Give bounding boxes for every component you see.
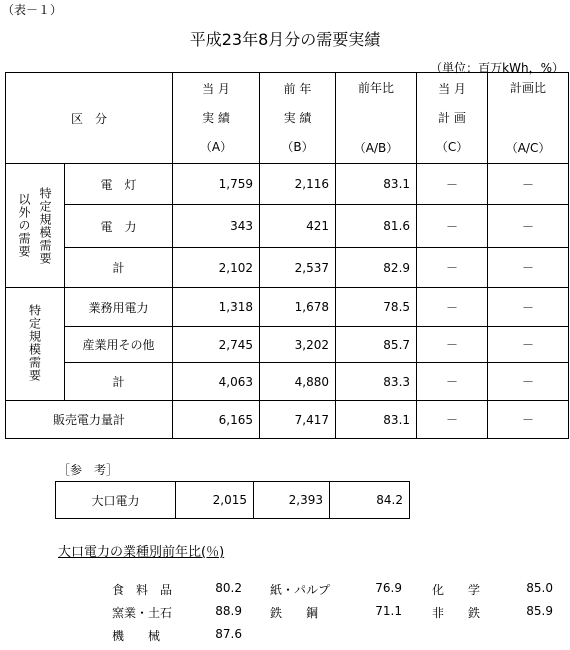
row-plan: － — [417, 248, 488, 288]
industry-item: 食 料 品 80.2 — [112, 581, 242, 597]
industry-item: 窯業・土石 88.9 — [112, 604, 242, 620]
industry-item: 非 鉄 85.9 — [432, 604, 553, 620]
header-current: 当 月 実 績 （A） — [173, 73, 260, 164]
row-yoy: 82.9 — [336, 248, 417, 288]
row-current: 4,063 — [173, 363, 260, 401]
row-current: 1,759 — [173, 164, 260, 205]
reference-name: 大口電力 — [56, 482, 176, 519]
row-name: 業務用電力 — [65, 288, 173, 327]
group1-label: 特定規模需要 以外の需要 — [6, 164, 65, 288]
reference-table — [55, 481, 410, 519]
row-yoy: 85.7 — [336, 327, 417, 363]
row-plan-ratio: － — [488, 327, 569, 363]
row-plan: － — [417, 288, 488, 327]
row-name: 電 灯 — [65, 164, 173, 205]
total-yoy: 83.1 — [336, 401, 417, 439]
row-previous: 4,880 — [260, 363, 336, 401]
page-title: 平成23年8月分の需要実績 — [189, 30, 381, 49]
row-plan: － — [417, 164, 488, 205]
row-previous: 1,678 — [260, 288, 336, 327]
total-plan-ratio: － — [488, 401, 569, 439]
row-yoy: 78.5 — [336, 288, 417, 327]
row-name: 産業用その他 — [65, 327, 173, 363]
row-plan-ratio: － — [488, 248, 569, 288]
row-plan-ratio: － — [488, 363, 569, 401]
demand-table — [5, 72, 569, 439]
row-yoy: 83.3 — [336, 363, 417, 401]
reference-yoy: 84.2 — [330, 482, 410, 519]
row-name: 計 — [65, 363, 173, 401]
row-previous: 2,537 — [260, 248, 336, 288]
row-yoy: 83.1 — [336, 164, 417, 205]
reference-current: 2,015 — [176, 482, 254, 519]
reference-previous: 2,393 — [254, 482, 330, 519]
row-current: 2,102 — [173, 248, 260, 288]
industry-item: 化 学 85.0 — [432, 581, 553, 597]
row-plan: － — [417, 327, 488, 363]
table-label: （表－１） — [2, 3, 63, 17]
row-plan-ratio: － — [488, 205, 569, 248]
row-previous: 2,116 — [260, 164, 336, 205]
total-current: 6,165 — [173, 401, 260, 439]
row-yoy: 81.6 — [336, 205, 417, 248]
row-previous: 3,202 — [260, 327, 336, 363]
row-plan: － — [417, 363, 488, 401]
row-current: 2,745 — [173, 327, 260, 363]
header-category: 区 分 — [6, 73, 173, 164]
unit-label: （単位：百万kWh，%） — [430, 61, 564, 75]
row-name: 電 力 — [65, 205, 173, 248]
reference-label: ［参 考］ — [58, 463, 119, 477]
group2-label: 特定規模需要 — [6, 288, 65, 401]
row-current: 1,318 — [173, 288, 260, 327]
row-previous: 421 — [260, 205, 336, 248]
total-name: 販売電力量計 — [6, 401, 173, 439]
row-plan-ratio: － — [488, 288, 569, 327]
industry-title: 大口電力の業種別前年比(％) — [58, 545, 225, 560]
header-yoy: 前年比 （A/B） — [336, 73, 417, 164]
row-plan-ratio: － — [488, 164, 569, 205]
industry-item: 鉄 鋼 71.1 — [270, 604, 402, 620]
total-previous: 7,417 — [260, 401, 336, 439]
header-previous: 前 年 実 績 （B） — [260, 73, 336, 164]
total-plan: － — [417, 401, 488, 439]
row-plan: － — [417, 205, 488, 248]
header-plan-ratio: 計画比 （A/C） — [488, 73, 569, 164]
industry-item: 機 械 87.6 — [112, 627, 242, 643]
row-current: 343 — [173, 205, 260, 248]
industry-item: 紙・パルプ 76.9 — [270, 581, 402, 597]
row-name: 計 — [65, 248, 173, 288]
header-plan: 当 月 計 画 （C） — [417, 73, 488, 164]
